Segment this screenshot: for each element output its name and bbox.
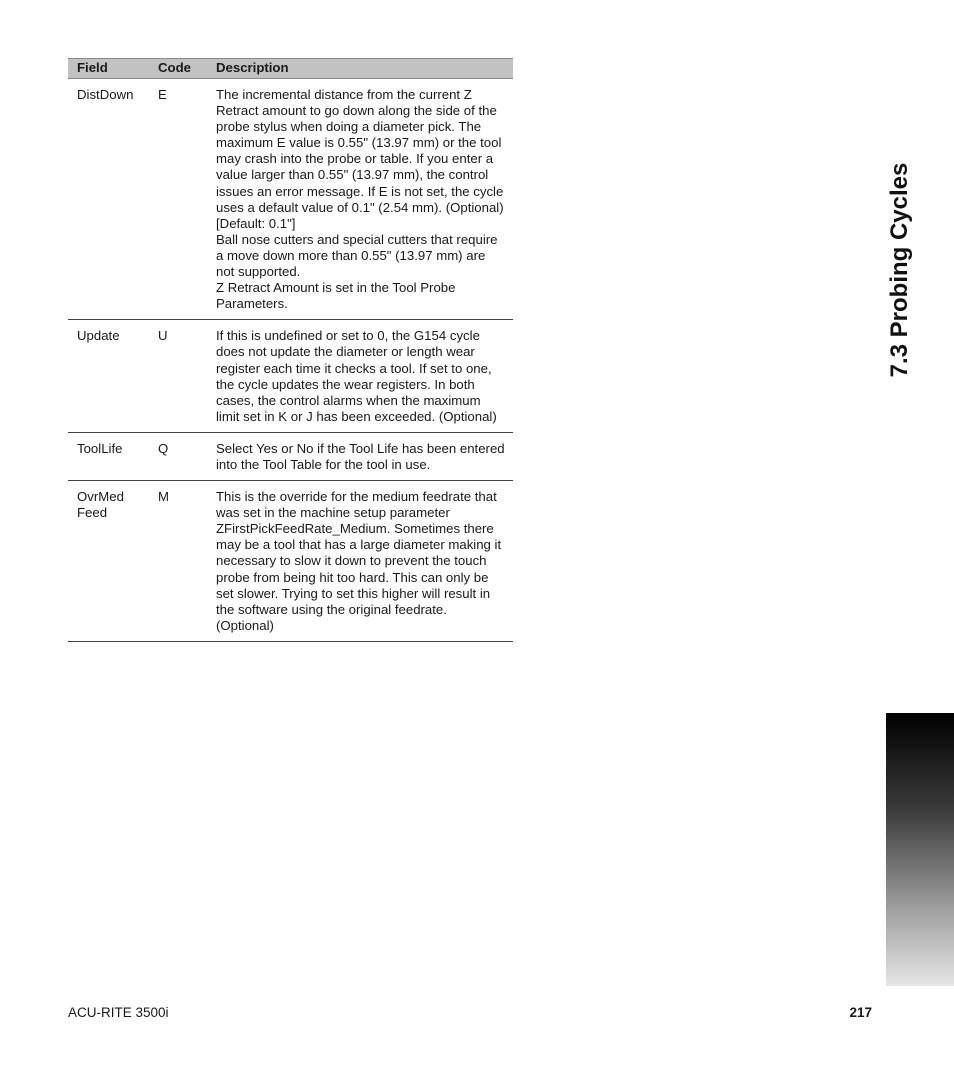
header-description: Description (216, 59, 513, 79)
description-paragraph: Ball nose cutters and special cutters that require a move down more than 0.55" (13.97 mm) are not supported. (216, 231, 498, 280)
cell-field (68, 320, 158, 433)
parameter-table-container (68, 58, 513, 642)
cell-field (68, 79, 158, 320)
parameter-table (68, 58, 513, 642)
field-name: Feed (77, 505, 108, 521)
table-header (68, 59, 513, 79)
table-row (68, 481, 513, 642)
cell-description (216, 432, 513, 480)
table-row (68, 432, 513, 480)
cell-field (68, 432, 158, 480)
table-row (68, 320, 513, 433)
field-name: Update (77, 328, 120, 344)
description-paragraph: Select Yes or No if the Tool Life has been entered into the Tool Table for the tool in use. (216, 440, 505, 472)
header-field: Field (68, 59, 158, 79)
chapter-thumb-tab (886, 713, 954, 986)
description-paragraph: This is the override for the medium feedrate that was set in the machine setup parameter ZFirstPickFeedRate_Medium. Sometimes there may be a tool that has a large diameter making it necessary to slow it down to prevent the touch probe from being hit too hard. This can only be set slower. Trying to set this higher will result in the software using the original feedrate. (Optional) (216, 489, 502, 633)
cell-code: U (158, 320, 216, 433)
cell-description (216, 79, 513, 320)
field-name: ToolLife (77, 440, 123, 456)
description-paragraph: If this is undefined or set to 0, the G154 cycle does not update the diameter or length wear register each time it checks a tool. If set to one, the cycle updates the wear registers. In both cases, the control alarms when the maximum limit set in K or J has been exceeded. (Optional) (216, 328, 497, 424)
table-row (68, 79, 513, 320)
footer-page-number: 217 (849, 1005, 872, 1020)
cell-description (216, 481, 513, 642)
description-paragraph: Z Retract Amount is set in the Tool Probe Parameters. (216, 280, 456, 312)
cell-code: Q (158, 432, 216, 480)
cell-code: E (158, 79, 216, 320)
header-code: Code (158, 59, 216, 79)
cell-code: M (158, 481, 216, 642)
cell-description (216, 320, 513, 433)
description-paragraph: The incremental distance from the current Z Retract amount to go down along the side of the probe stylus when doing a diameter pick. The maximum E value is 0.55" (13.97 mm) or the tool may crash into the probe or table. If you enter a value larger than 0.55" (13.97 mm), the control issues an error message. If E is not set, the cycle uses a default value of 0.1" (2.54 mm). (Optional) [Default: 0.1"] (216, 87, 504, 231)
table-body (68, 79, 513, 642)
cell-field (68, 481, 158, 642)
chapter-side-title: 7.3 Probing Cycles (886, 162, 913, 378)
field-name: DistDown (77, 87, 134, 102)
table-header-row (68, 59, 513, 79)
field-name: OvrMed (77, 489, 124, 505)
footer-product-name: ACU-RITE 3500i (68, 1005, 169, 1020)
